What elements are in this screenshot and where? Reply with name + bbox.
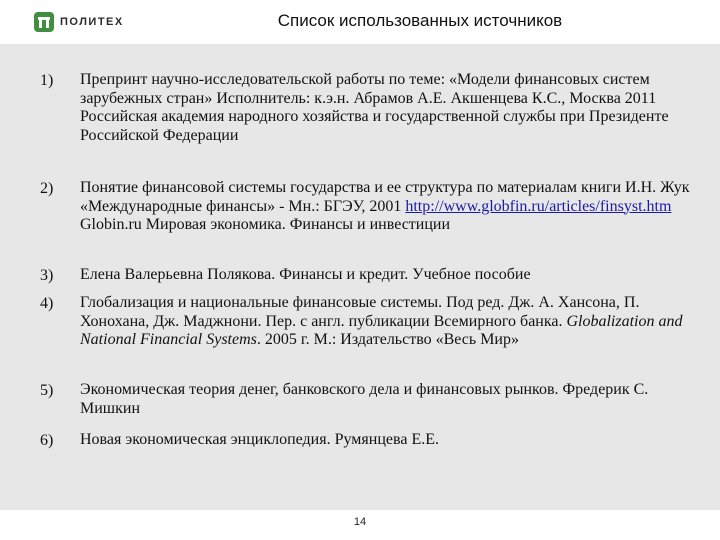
slide-footer [0, 510, 720, 540]
item-number: 3) [40, 267, 54, 284]
source-link[interactable]: http://www.globfin.ru/articles/finsyst.htm [405, 197, 672, 215]
item-text: Препринт научно-исследовательской работы по теме: «Модели финансовых систем зарубежных стран» Исполнитель: к.э.н. Абрамов А.Е. Акшенцева К.С., Москва 2011 Российская академия народного хозяйства и государственной службы при Президенте Российской Федерации [80, 71, 669, 144]
item-number: 6) [40, 432, 54, 449]
item-text: Новая экономическая энциклопедия. Румянцева Е.Е. [80, 431, 439, 448]
item-text: Елена Валерьевна Полякова. Финансы и кредит. Учебное пособие [80, 266, 531, 283]
page-title: Список использованных источников [277, 11, 563, 30]
politeh-logo [34, 12, 124, 32]
item-text [80, 294, 690, 350]
logo-mark-icon [34, 12, 54, 32]
item-text-part: . 2005 г. М.: Издательство «Весь Мир» [256, 331, 519, 348]
item-text-part: Понятие финансовой системы государства и ее структура по материалам книги И.Н. Жук «Международные финансы» - Мн.: БГЭУ, 2001 [80, 179, 690, 215]
content-panel [0, 44, 720, 510]
slide-header [0, 0, 720, 44]
item-number: 1) [40, 72, 54, 89]
page-number: 14 [353, 516, 367, 528]
logo-text: ПОЛИТЕХ [60, 16, 124, 28]
item-number: 5) [40, 382, 54, 399]
item-text-italic: Globalization and National Financial Systems [80, 312, 683, 348]
item-number: 4) [40, 295, 54, 312]
item-text-part: Globin.ru Мировая экономика. Финансы и инвестиции [80, 216, 451, 233]
item-text [80, 179, 690, 235]
item-text-part: Глобализация и национальные финансовые системы. Под ред. Дж. А. Хансона, П. Хонохана, Дж. Маджнони. Пер. с англ. публикации Всемирного банка. [80, 294, 640, 330]
item-number: 2) [40, 180, 54, 197]
item-text: Экономическая теория денег, банковского дела и финансовых рынков. Фредерик С. Мишкин [80, 381, 649, 417]
